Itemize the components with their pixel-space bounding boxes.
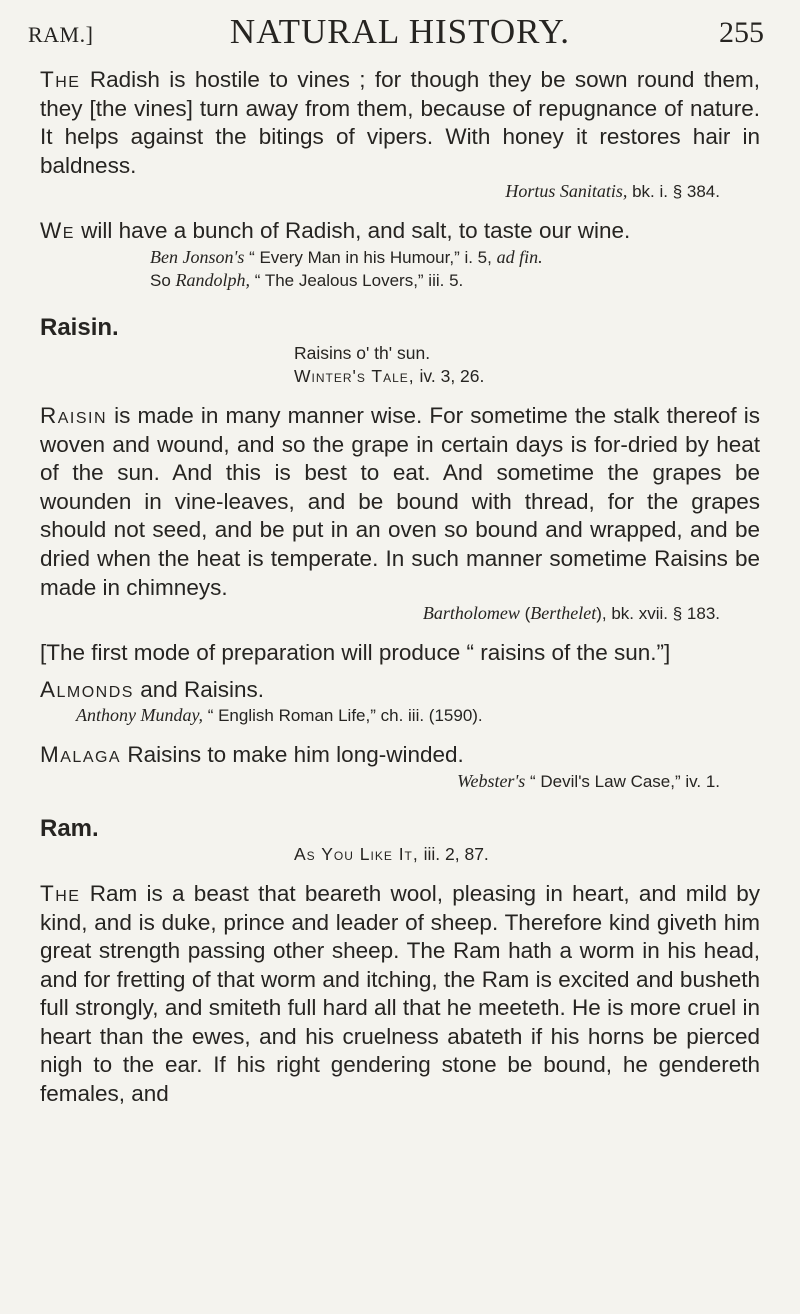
- lead-word: The: [40, 880, 81, 906]
- page-body: [40, 66, 760, 1109]
- ram-paragraph: [40, 880, 760, 1109]
- citation-author: Bartholomew: [422, 603, 520, 624]
- editorial-note: [The first mode of preparation will produce “ raisins of the sun.”]: [40, 640, 671, 666]
- citation-ref: bk. xvii. § 183.: [606, 604, 720, 624]
- paragraph-text: will have a bunch of Radish, and salt, to taste our wine.: [74, 218, 631, 244]
- citation: [40, 770, 760, 793]
- citation-ref: “ Every Man in his Humour,” i. 5,: [244, 247, 497, 267]
- raisin-paragraph: [40, 402, 760, 602]
- paragraph-text: and Raisins.: [133, 676, 265, 702]
- citation: Bartholomew (Berthelet), bk. xvii. § 183.: [422, 603, 720, 624]
- section-heading-raisin: Raisin.: [40, 313, 119, 341]
- lead-word: We: [40, 218, 75, 244]
- epigraph-source: [40, 843, 760, 866]
- lead-word: Malaga: [40, 742, 122, 768]
- citation: [40, 269, 760, 292]
- citation-author: Anthony Munday,: [76, 705, 203, 726]
- citation: [40, 246, 760, 269]
- citation: [40, 180, 760, 203]
- running-head-section: RAM.]: [28, 22, 94, 47]
- citation-author: Ben Jonson's: [150, 246, 245, 267]
- running-head: [0, 10, 800, 50]
- epigraph-source-ref: iii. 2, 87.: [418, 843, 489, 864]
- almonds-paragraph: [40, 676, 760, 705]
- paragraph-text: Raisins to make him long-winded.: [121, 742, 464, 768]
- citation-prefix: So: [150, 270, 176, 290]
- running-head-title: NATURAL HISTORY.: [229, 12, 571, 51]
- citation: [40, 704, 760, 727]
- page-number: 255: [719, 16, 764, 49]
- epigraph-source-ref: iv. 3, 26.: [414, 365, 485, 386]
- section-heading-ram: Ram.: [40, 814, 99, 842]
- citation-ref: “ The Jealous Lovers,” iii. 5.: [250, 270, 464, 290]
- epigraph: Raisins o' th' sun.: [294, 342, 431, 363]
- citation-ref: bk. i. § 384.: [627, 182, 720, 202]
- paragraph-text: Ram is a beast that beareth wool, pleasing in heart, and mild by kind, and is duke, prince and leader of sheep. Therefore kind giveth him great strength passing other sheep. The Ram hath a worm in his head, and for fretting of that worm and itching, the Ram is excited and busheth full strongly, and smiteth full hard all that he meeteth. He is more cruel in heart than the ewes, and his cruelness abateth if his horns be pierced nigh to the ear. If his right gendering stone be bound, he gendereth females, and: [40, 880, 760, 1107]
- radish-wine-paragraph: [40, 217, 760, 246]
- lead-word: Raisin: [40, 402, 108, 428]
- citation-edition: Berthelet: [530, 603, 597, 624]
- epigraph-source: [40, 365, 760, 388]
- lead-word: The: [40, 67, 81, 92]
- citation-title: Hortus Sanitatis,: [505, 181, 628, 202]
- citation-ref: “ English Roman Life,” ch. iii. (1590).: [202, 706, 483, 726]
- citation-tail: ad fin.: [496, 246, 543, 267]
- malaga-paragraph: [40, 741, 760, 770]
- radish-vines-paragraph: [40, 66, 760, 180]
- citation-ref: “ Devil's Law Case,” iv. 1.: [525, 771, 720, 791]
- citation-author: Webster's: [457, 770, 526, 791]
- epigraph-source-title: As You Like It,: [294, 843, 419, 864]
- citation-author: Randolph,: [175, 269, 251, 290]
- paragraph-text: Radish is hostile to vines ; for though they be sown round them, they [the vines] turn away from them, because of repugnance of nature. It helps against the bitings of vipers. With honey it restores hair in baldness.: [40, 67, 760, 178]
- epigraph-source-title: Winter's Tale,: [294, 365, 415, 386]
- paragraph-text: is made in many manner wise. For sometime the stalk thereof is woven and wound, and so the grape in certain days is for-dried by heat of the sun. And this is best to eat. And sometime the grapes be wounden in vine-leaves, and be bound with thread, for the grapes should not seed, and be put in an oven so bound and wrapped, and be dried when the heat is temperate. In such manner sometime Raisins be made in chimneys.: [40, 402, 760, 600]
- lead-word: Almonds: [40, 676, 134, 702]
